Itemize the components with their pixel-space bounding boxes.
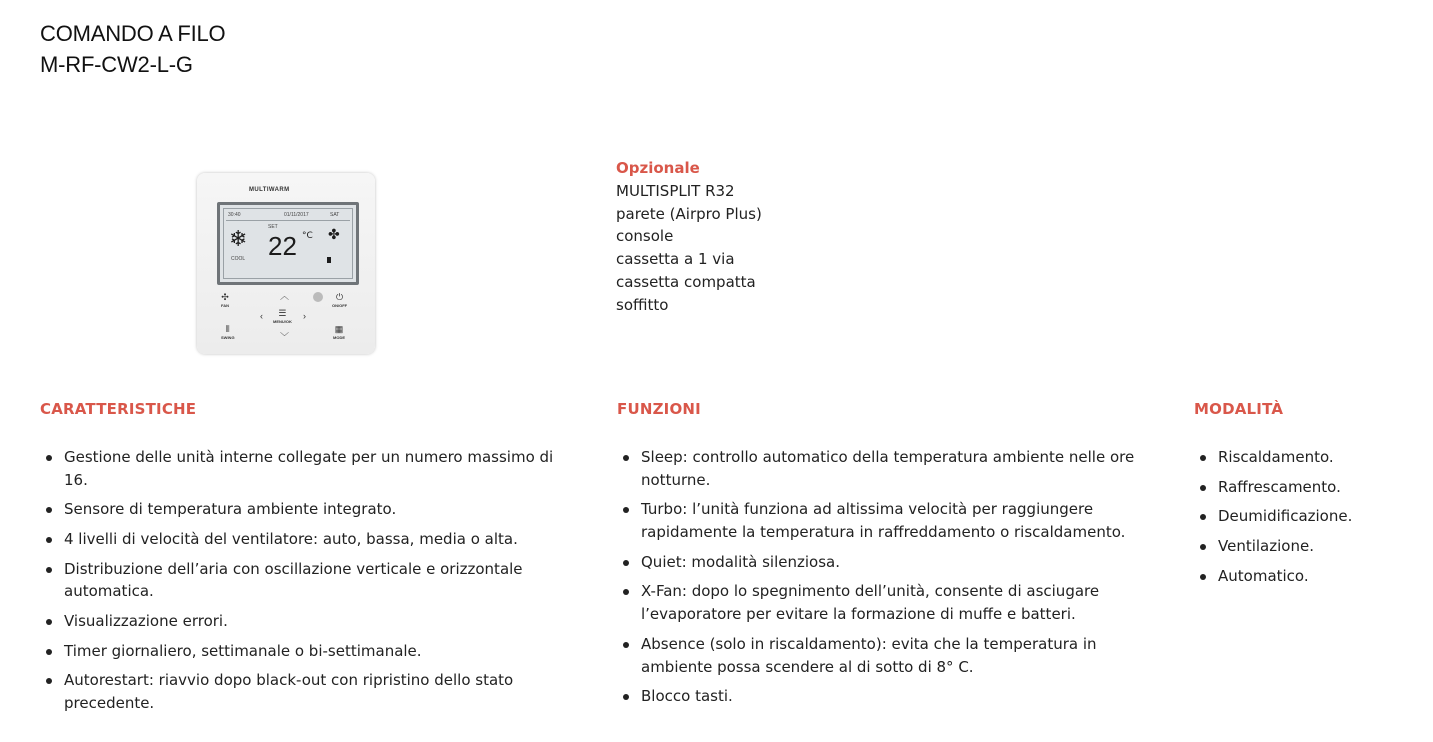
display-day: SAT — [330, 212, 340, 218]
list-item: X-Fan: dopo lo spegnimento dell’unità, consente di asciugare l’evaporatore per evitare la formazione di muffe e batteri. — [641, 580, 1137, 626]
display-date: 01/11/2017 — [284, 212, 309, 218]
features-list — [40, 446, 560, 715]
list-item: Riscaldamento. — [1218, 446, 1414, 469]
product-title — [40, 18, 225, 80]
up-arrow-icon: ︿ — [280, 291, 290, 301]
swing-button-label: SWING — [221, 335, 235, 340]
display-set-label: SET — [268, 224, 278, 230]
mode-button-label: MODE — [333, 335, 345, 340]
remote-display — [217, 202, 359, 285]
optional-item: cassetta a 1 via — [616, 250, 735, 269]
functions-section — [617, 398, 1137, 715]
swing-button: ⫴ SWING — [221, 324, 235, 340]
display-time: 30:40 — [228, 212, 241, 218]
list-item: 4 livelli di velocità del ventilatore: auto, bassa, media o alta. — [64, 528, 560, 551]
functions-list — [617, 446, 1137, 708]
list-item: Gestione delle unità interne collegate per un numero massimo di 16. — [64, 446, 560, 492]
list-item: Turbo: l’unità funziona ad altissima velocità per raggiungere rapidamente la temperatura in raffreddamento o riscaldamento. — [641, 498, 1137, 544]
features-section — [40, 398, 560, 722]
power-button: ⏻ ON/OFF — [332, 292, 348, 308]
display-divider — [226, 220, 350, 221]
features-heading: CARATTERISTICHE — [40, 400, 197, 418]
optional-compatibility — [616, 157, 762, 317]
list-item: Sensore di temperatura ambiente integrato. — [64, 498, 560, 521]
list-item: Quiet: modalità silenziosa. — [641, 551, 1137, 574]
list-item: Blocco tasti. — [641, 685, 1137, 708]
modes-section — [1194, 398, 1414, 594]
list-item: Autorestart: riavvio dopo black-out con ripristino dello stato precedente. — [64, 669, 560, 715]
list-item: Sleep: controllo automatico della temperatura ambiente nelle ore notturne. — [641, 446, 1137, 492]
display-frame — [223, 208, 353, 279]
right-arrow-icon: › — [303, 311, 306, 321]
list-item: Absence (solo in riscaldamento): evita che la temperatura in ambiente possa scendere al di sotto di 8° C. — [641, 633, 1137, 679]
list-item: Raffrescamento. — [1218, 476, 1414, 499]
optional-item: console — [616, 227, 674, 246]
fan-speed-icon: ✤ — [328, 227, 340, 243]
left-arrow-icon: ‹ — [260, 311, 263, 321]
fan-button: ✣ FAN — [221, 292, 229, 308]
modes-heading: MODALITÀ — [1194, 400, 1284, 418]
brand-logo: MULTIWARM — [249, 187, 290, 193]
display-unit: °C — [302, 231, 313, 241]
list-item: Timer giornaliero, settimanale o bi-settimanale. — [64, 640, 560, 663]
optional-item: cassetta compatta — [616, 272, 756, 291]
menu-ok-label: MENU/OK — [273, 319, 292, 324]
functions-heading: FUNZIONI — [617, 400, 701, 418]
optional-item: parete (Airpro Plus) — [616, 204, 762, 223]
list-item: Visualizzazione errori. — [64, 610, 560, 633]
display-mode: COOL — [231, 256, 246, 262]
menu-ok-button: ☰ MENU/OK — [273, 308, 292, 324]
list-item: Automatico. — [1218, 565, 1414, 588]
list-item: Ventilazione. — [1218, 535, 1414, 558]
title-line-1: COMANDO A FILO — [40, 21, 226, 46]
optional-item: MULTISPLIT R32 — [616, 181, 735, 200]
snowflake-icon: ❄ — [229, 227, 248, 252]
display-temperature: 22 — [268, 231, 297, 261]
signal-icon — [327, 257, 331, 263]
fan-button-label: FAN — [221, 303, 229, 308]
down-arrow-icon: ﹀ — [280, 332, 290, 342]
power-button-label: ON/OFF — [332, 303, 348, 308]
optional-item: soffitto — [616, 295, 669, 314]
mode-button: ▦ MODE — [333, 324, 345, 340]
list-item: Distribuzione dell’aria con oscillazione verticale e orizzontale automatica. — [64, 558, 560, 604]
status-led — [313, 292, 323, 302]
title-line-2: M-RF-CW2-L-G — [40, 52, 193, 77]
list-item: Deumidificazione. — [1218, 505, 1414, 528]
modes-list — [1194, 446, 1414, 588]
product-image — [197, 173, 375, 354]
optional-label: Opzionale — [616, 159, 700, 177]
